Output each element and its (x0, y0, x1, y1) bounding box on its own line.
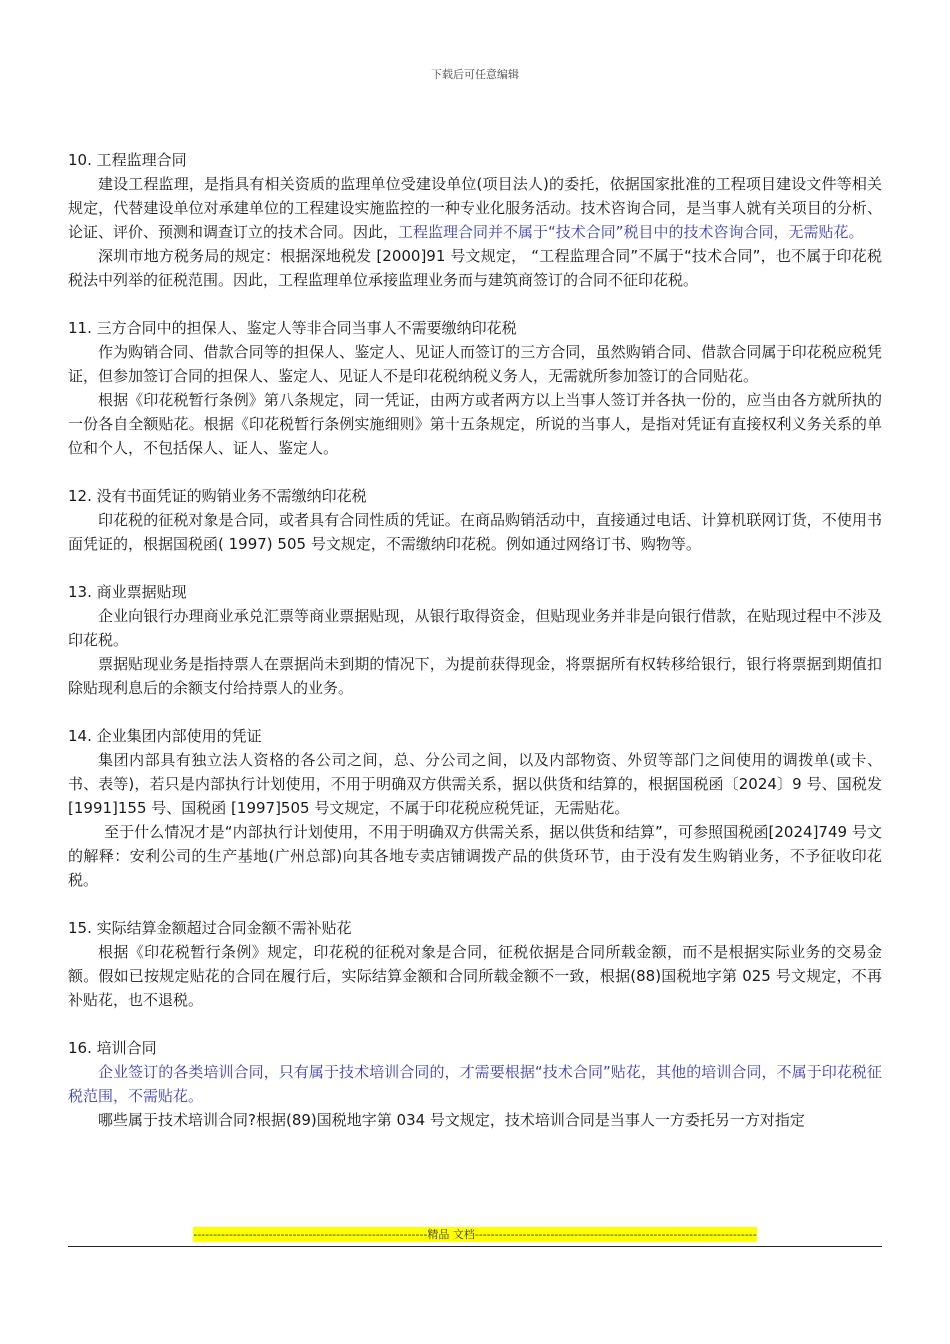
paragraph: 深圳市地方税务局的规定：根据深地税发 [2000]91 号文规定， “工程监理合同”不属于“技术合同”，也不属于印花税税法中列举的征税范围。因此，工程监理单位承接监理业务而与建筑商签订的合同不征印花税。 (68, 247, 882, 289)
section-title: 13. 商业票据贴现 (68, 583, 187, 601)
section-title: 16. 培训合同 (68, 1039, 157, 1057)
paragraph: 建设工程监理，是指具有相关资质的监理单位受建设单位(项目法人)的委托，依据国家批准的工程项目建设文件等相关规定，代替建设单位对承建单位的工程建设实施监控的一种专业化服务活动。技术咨询合同，是当事人就有关项目的分析、论证、评价、预测和调查订立的技术合同。因此，工程监理合同并不属于“技术合同”税目中的技术咨询合同，无需贴花。 (68, 175, 882, 241)
page-header: 下载后可任意编辑 (431, 68, 519, 81)
paragraph: 企业向银行办理商业承兑汇票等商业票据贴现，从银行取得资金，但贴现业务并非是向银行借款，在贴现过程中不涉及印花税。 (68, 607, 882, 649)
section-12 (68, 484, 882, 556)
paragraph: 哪些属于技术培训合同?根据(89)国税地字第 034 号文规定，技术培训合同是当事人一方委托另一方对指定 (98, 1111, 805, 1129)
section-title: 12. 没有书面凭证的购销业务不需缴纳印花税 (68, 487, 367, 505)
section-10 (68, 148, 882, 292)
footer-divider (68, 1246, 882, 1247)
highlighted-text: 企业签订的各类培训合同，只有属于技术培训合同的，才需要根据“技术合同”贴花，其他的培训合同，不属于印花税征税范围，不需贴花。 (68, 1063, 882, 1105)
footer-label: 精品 文档 (427, 1228, 475, 1241)
footer-dashes-left: ----------------------------------------------------------- (193, 1228, 428, 1241)
paragraph: 印花税的征税对象是合同，或者具有合同性质的凭证。在商品购销活动中，直接通过电话、计算机联网订货，不使用书面凭证的，根据国税函( 1997) 505 号文规定，不需缴纳印花税。例如通过网络订书、购物等。 (68, 511, 882, 553)
section-title: 10. 工程监理合同 (68, 151, 187, 169)
section-15 (68, 916, 882, 1012)
section-11 (68, 316, 882, 460)
paragraph: 根据《印花税暂行条例》规定，印花税的征税对象是合同，征税依据是合同所载金额，而不是根据实际业务的交易金额。假如已按规定贴花的合同在履行后，实际结算金额和合同所载金额不一致，根据(88)国税地字第 025 号文规定，不再补贴花，也不退税。 (68, 943, 882, 1009)
document-body (68, 148, 882, 1156)
section-14 (68, 724, 882, 892)
section-16 (68, 1036, 882, 1132)
section-title: 14. 企业集团内部使用的凭证 (68, 727, 262, 745)
paragraph: 根据《印花税暂行条例》第八条规定，同一凭证，由两方或者两方以上当事人签订并各执一份的，应当由各方就所执的一份各自全额贴花。根据《印花税暂行条例实施细则》第十五条规定，所说的当事人，是指对凭证有直接权利义务关系的单位和个人，不包括保人、证人、鉴定人。 (68, 391, 882, 457)
paragraph: 作为购销合同、借款合同等的担保人、鉴定人、见证人而签订的三方合同，虽然购销合同、借款合同属于印花税应税凭证，但参加签订合同的担保人、鉴定人、见证人不是印花税纳税义务人，无需就所参加签订的合同贴花。 (68, 343, 882, 385)
paragraph: 集团内部具有独立法人资格的各公司之间，总、分公司之间，以及内部物资、外贸等部门之间使用的调拨单(或卡、书、表等)，若只是内部执行计划使用，不用于明确双方供需关系，据以供货和结算的，根据国税函〔2024〕9 号、国税发 [1991]155 号、国税函 [1997]505 号文规定，不属于印花税应税凭证，无需贴花。 (68, 751, 882, 817)
paragraph: 至于什么情况才是“内部执行计划使用，不用于明确双方供需关系，据以供货和结算”，可参照国税函[2024]749 号文的解释：安利公司的生产基地(广州总部)向其各地专卖店铺调拨产品的供货环节，由于没有发生购销业务，不予征收印花税。 (68, 823, 882, 889)
section-13 (68, 580, 882, 700)
paragraph (68, 1060, 882, 1108)
footer-dashes-right: ----------------------------------------------------------------------- (474, 1228, 757, 1241)
paragraph: 票据贴现业务是指持票人在票据尚未到期的情况下，为提前获得现金，将票据所有权转移给银行，银行将票据到期值扣除贴现利息后的余额支付给持票人的业务。 (68, 655, 882, 697)
section-title: 11. 三方合同中的担保人、鉴定人等非合同当事人不需要缴纳印花税 (68, 319, 517, 337)
highlighted-text: 工程监理合同并不属于“技术合同”税目中的技术咨询合同，无需贴花。 (398, 223, 864, 241)
section-title: 15. 实际结算金额超过合同金额不需补贴花 (68, 919, 352, 937)
footer-watermark (68, 1226, 882, 1244)
